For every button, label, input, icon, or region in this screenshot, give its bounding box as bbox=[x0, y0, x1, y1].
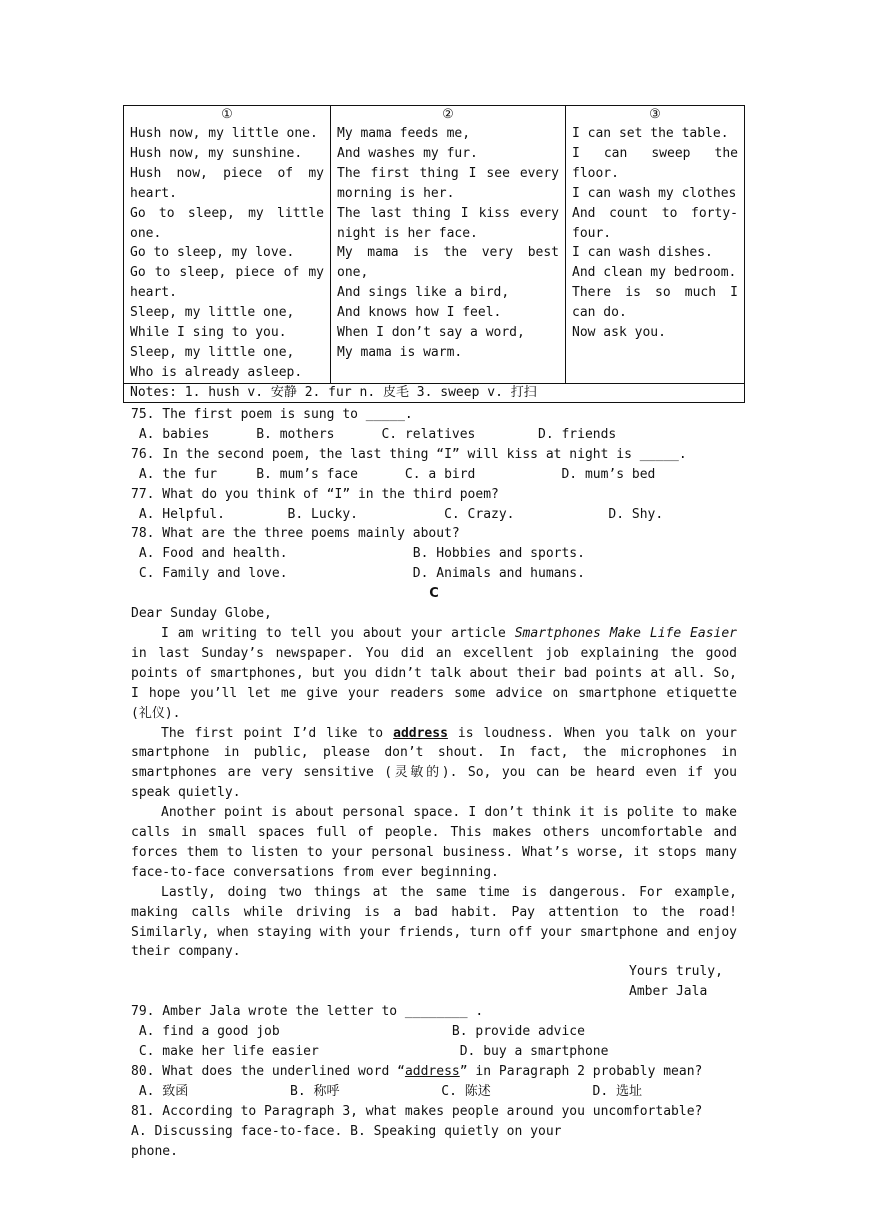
q78-options-row-2: C. Family and love. D. Animals and humans. bbox=[131, 566, 585, 582]
poem-2-cell bbox=[331, 106, 566, 384]
letter-paragraph-3: Another point is about personal space. I don’t think it is polite to make calls in small spaces full of people. This makes others uncomfortable and forces them to listen to your personal business. What’s worse, it stops many face-to-face conversations from ever beginning. bbox=[131, 805, 737, 880]
q77-stem: 77. What do you think of “I” in the third poem? bbox=[131, 486, 499, 502]
section-c-heading: C bbox=[429, 586, 439, 602]
q79-options-row-1: A. find a good job B. provide advice bbox=[131, 1024, 585, 1040]
question-flow bbox=[131, 405, 737, 1161]
poem-3-line: I can set the table. bbox=[572, 126, 729, 141]
poem-1-line: Go to sleep, piece of my heart. bbox=[130, 265, 324, 301]
q80-stem bbox=[131, 1062, 737, 1082]
poem-2-line: And knows how I feel. bbox=[337, 305, 502, 321]
q77-options: A. Helpful. B. Lucky. C. Crazy. D. Shy. bbox=[131, 506, 664, 522]
underlined-word: address bbox=[393, 725, 448, 741]
poem-2-line: And washes my fur. bbox=[337, 145, 478, 161]
poem-3-line: I can sweep the floor. bbox=[572, 145, 738, 181]
letter-greeting: Dear Sunday Globe, bbox=[131, 606, 272, 622]
q79-options-row-2: C. make her life easier D. buy a smartphone bbox=[131, 1044, 609, 1059]
poems-table bbox=[123, 105, 745, 403]
poem-1-number: ① bbox=[221, 107, 233, 122]
q76-options: A. the fur B. mum’s face C. a bird D. mum’s bed bbox=[131, 466, 656, 482]
poem-3-line: I can wash my clothes bbox=[572, 185, 737, 201]
letter-paragraph-1 bbox=[131, 624, 737, 724]
poem-1-cell bbox=[124, 106, 331, 384]
poem-1-line: Who is already asleep. bbox=[130, 364, 303, 380]
letter-p1-text: I am writing to tell you about your article bbox=[161, 625, 515, 641]
q80-options: A. 致函 B. 称呼 C. 陈述 D. 选址 bbox=[131, 1083, 642, 1099]
q75-stem: 75. The first poem is sung to _____. bbox=[131, 407, 413, 422]
poem-3-line: There is so much I can do. bbox=[572, 285, 738, 321]
q79-stem: 79. Amber Jala wrote the letter to ________ . bbox=[131, 1004, 484, 1020]
poem-3-line: I can wash dishes. bbox=[572, 245, 713, 261]
q80-underlined-word: address bbox=[404, 1063, 460, 1079]
poem-3-line: And count to forty-four. bbox=[572, 205, 738, 241]
poem-1-line: Go to sleep, my love. bbox=[130, 245, 295, 261]
poem-1-line: While I sing to you. bbox=[130, 325, 287, 341]
poem-2-line: And sings like a bird, bbox=[337, 285, 510, 301]
poem-2-line: My mama is warm. bbox=[337, 344, 463, 360]
poem-3-cell bbox=[566, 106, 745, 384]
letter-signature: Amber Jala bbox=[629, 984, 708, 1000]
poem-2-line: My mama feeds me, bbox=[337, 126, 471, 141]
poem-1-line: Hush now, my sunshine. bbox=[130, 145, 303, 161]
letter-paragraph-2 bbox=[131, 724, 737, 804]
poem-3-number: ③ bbox=[649, 107, 661, 122]
q80-stem-text: ” in Paragraph 2 probably mean? bbox=[459, 1063, 703, 1079]
q81-options: A. Discussing face-to-face. B. Speaking quietly on your bbox=[131, 1123, 562, 1139]
poem-1-line: Hush now, my little one. bbox=[130, 126, 318, 141]
q76-stem: 76. In the second poem, the last thing “I” will kiss at night is _____. bbox=[131, 446, 687, 462]
poems-notes: Notes: 1. hush v. 安静 2. fur n. 皮毛 3. sweep v. 打扫 bbox=[124, 383, 745, 402]
q80-stem-text: 80. What does the underlined word “ bbox=[131, 1063, 405, 1079]
q81-stem: 81. According to Paragraph 3, what makes people around you uncomfortable? bbox=[131, 1103, 703, 1119]
poem-3-line: And clean my bedroom. bbox=[572, 265, 737, 281]
letter-p2-text: The first point I’d like to bbox=[161, 725, 394, 741]
letter-closing: Yours truly, bbox=[629, 964, 723, 980]
letter-p1-text: in last Sunday’s newspaper. You did an excellent job explaining the good points of smartphones, but you didn’t talk about their bad points at all. So, I hope you’ll let me give your readers some advice on smartphone etiquette (礼仪). bbox=[131, 645, 737, 721]
letter-paragraph-4: Lastly, doing two things at the same time is dangerous. For example, making calls while driving is a bad habit. Pay attention to the road! Similarly, when staying with your friends, turn off your smartphone and enjoy their company. bbox=[131, 884, 737, 960]
poem-2-number: ② bbox=[442, 107, 454, 122]
poem-1-line: Go to sleep, my little one. bbox=[130, 205, 324, 241]
poem-3-line: Now ask you. bbox=[572, 325, 666, 341]
poem-1-line: Sleep, my little one, bbox=[130, 305, 295, 321]
poem-1-line: Sleep, my little one, bbox=[130, 344, 295, 360]
q78-options-row-1: A. Food and health. B. Hobbies and sports. bbox=[131, 546, 585, 562]
poem-1-line: Hush now, piece of my heart. bbox=[130, 165, 324, 201]
article-title: Smartphones Make Life Easier bbox=[514, 625, 737, 641]
poem-2-line: When I don’t say a word, bbox=[337, 325, 525, 341]
q78-stem: 78. What are the three poems mainly about? bbox=[131, 526, 460, 542]
q75-options: A. babies B. mothers C. relatives D. friends bbox=[131, 426, 617, 442]
letter-p2-text: is loudness. When you talk on your smartphone in public, please don’t shout. In fact, the microphones in smartphones are very sensitive (灵敏的). So, you can be heard even if you speak quietly. bbox=[131, 725, 737, 801]
q81-option-b-continued: phone. bbox=[131, 1143, 178, 1159]
poem-2-line: The last thing I kiss every night is her face. bbox=[337, 205, 559, 241]
poem-2-line: The first thing I see every morning is her. bbox=[337, 165, 559, 201]
poem-2-line: My mama is the very best one, bbox=[337, 245, 559, 281]
